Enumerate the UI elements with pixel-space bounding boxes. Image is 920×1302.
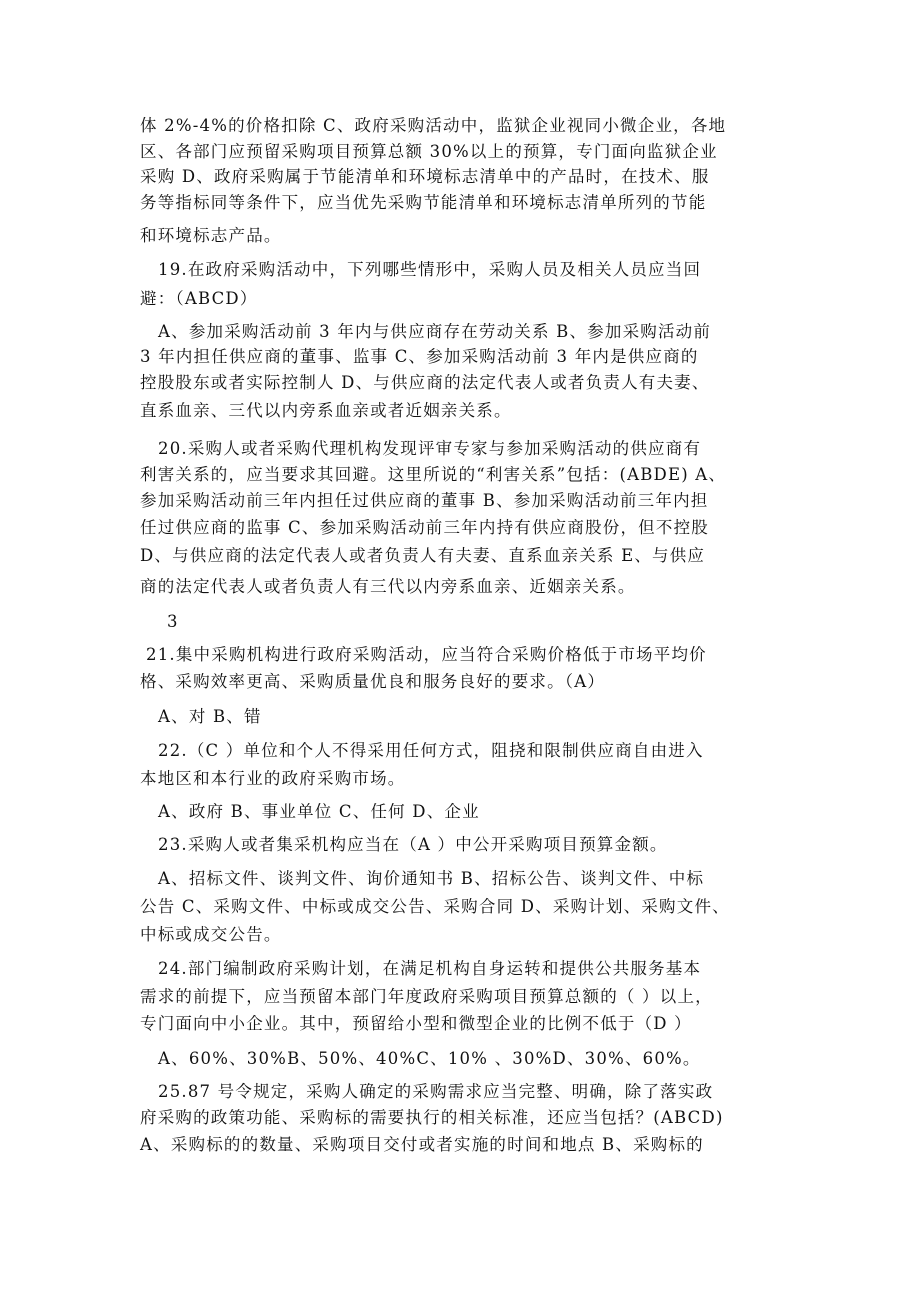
text-line: A、采购标的的数量、采购项目交付或者实施的时间和地点 B、采购标的 — [140, 1135, 704, 1154]
question-19: 19.在政府采购活动中，下列哪些情形中，采购人员及相关人员应当回 — [158, 260, 702, 279]
question-21: 21.集中采购机构进行政府采购活动，应当符合采购价格低于市场平均价 — [146, 645, 707, 664]
page-number: 3 — [167, 612, 179, 631]
text-line: 控股股东或者实际控制人 D、与供应商的法定代表人或者负责人有夫妻、 — [140, 373, 710, 392]
text-line: 避：（ABCD） — [140, 289, 258, 308]
question-23: 23.采购人或者集采机构应当在（A ）中公开采购项目预算金额。 — [158, 835, 668, 854]
question-25: 25.87 号令规定，采购人确定的采购需求应当完整、明确，除了落实政 — [158, 1082, 714, 1101]
text-line: 需求的前提下，应当预留本部门年度政府采购项目预算总额的（ ）以上， — [140, 987, 713, 1006]
text-line: 格、采购效率更高、采购质量优良和服务良好的要求。（A） — [140, 672, 606, 691]
options-19: A、参加采购活动前 3 年内与供应商存在劳动关系 B、参加采购活动前 — [158, 322, 712, 341]
text-line: 和环境标志产品。 — [140, 226, 282, 245]
text-line: 直系血亲、三代以内旁系血亲或者近姻亲关系。 — [140, 401, 512, 420]
text-line: 中标或成交公告。 — [140, 925, 282, 944]
text-line: 任过供应商的监事 C、参加采购活动前三年内持有供应商股份，但不控股 — [140, 518, 709, 537]
text-line: 务等指标同等条件下，应当优先采购节能清单和环境标志清单所列的节能 — [140, 193, 707, 212]
options-22: A、政府 B、事业单位 C、任何 D、企业 — [158, 802, 480, 821]
text-line: 利害关系的，应当要求其回避。这里所说的“利害关系”包括：(ABDE) A、 — [140, 465, 727, 484]
text-line: 区、各部门应预留采购项目预算总额 30%以上的预算，专门面向监狱企业 — [140, 142, 718, 161]
question-22: 22.（C ）单位和个人不得采用任何方式，阻挠和限制供应商自由进入 — [158, 741, 704, 760]
options-23: A、招标文件、谈判文件、询价通知书 B、招标公告、谈判文件、中标 — [158, 869, 705, 888]
text-line: 公告 C、采购文件、中标或成交公告、采购合同 D、采购计划、采购文件、 — [140, 897, 730, 916]
options-24: A、60%、30%B、50%、40%C、10% 、30%D、30%、60%。 — [158, 1049, 701, 1068]
text-line: 参加采购活动前三年内担任过供应商的董事 B、参加采购活动前三年内担 — [140, 491, 709, 510]
text-line: D、与供应商的法定代表人或者负责人有夫妻、直系血亲关系 E、与供应 — [140, 546, 706, 565]
text-line: 体 2%-4%的价格扣除 C、政府采购活动中，监狱企业视同小微企业，各地 — [140, 116, 727, 135]
question-24: 24.部门编制政府采购计划，在满足机构自身运转和提供公共服务基本 — [158, 959, 702, 978]
text-line: 专门面向中小企业。其中，预留给小型和微型企业的比例不低于（D ） — [140, 1014, 692, 1033]
text-line: 本地区和本行业的政府采购市场。 — [140, 769, 406, 788]
text-line: 采购 D、政府采购属于节能清单和环境标志清单中的产品时，在技术、服 — [140, 167, 710, 186]
options-21: A、对 B、错 — [158, 707, 262, 726]
text-line: 府采购的政策功能、采购标的需要执行的相关标准，还应当包括？(ABCD) — [140, 1108, 724, 1127]
text-line: 商的法定代表人或者负责人有三代以内旁系血亲、近姻亲关系。 — [140, 577, 636, 596]
text-line: 3 年内担任供应商的董事、监事 C、参加采购活动前 3 年内是供应商的 — [140, 347, 699, 366]
question-20: 20.采购人或者采购代理机构发现评审专家与参加采购活动的供应商有 — [158, 439, 702, 458]
